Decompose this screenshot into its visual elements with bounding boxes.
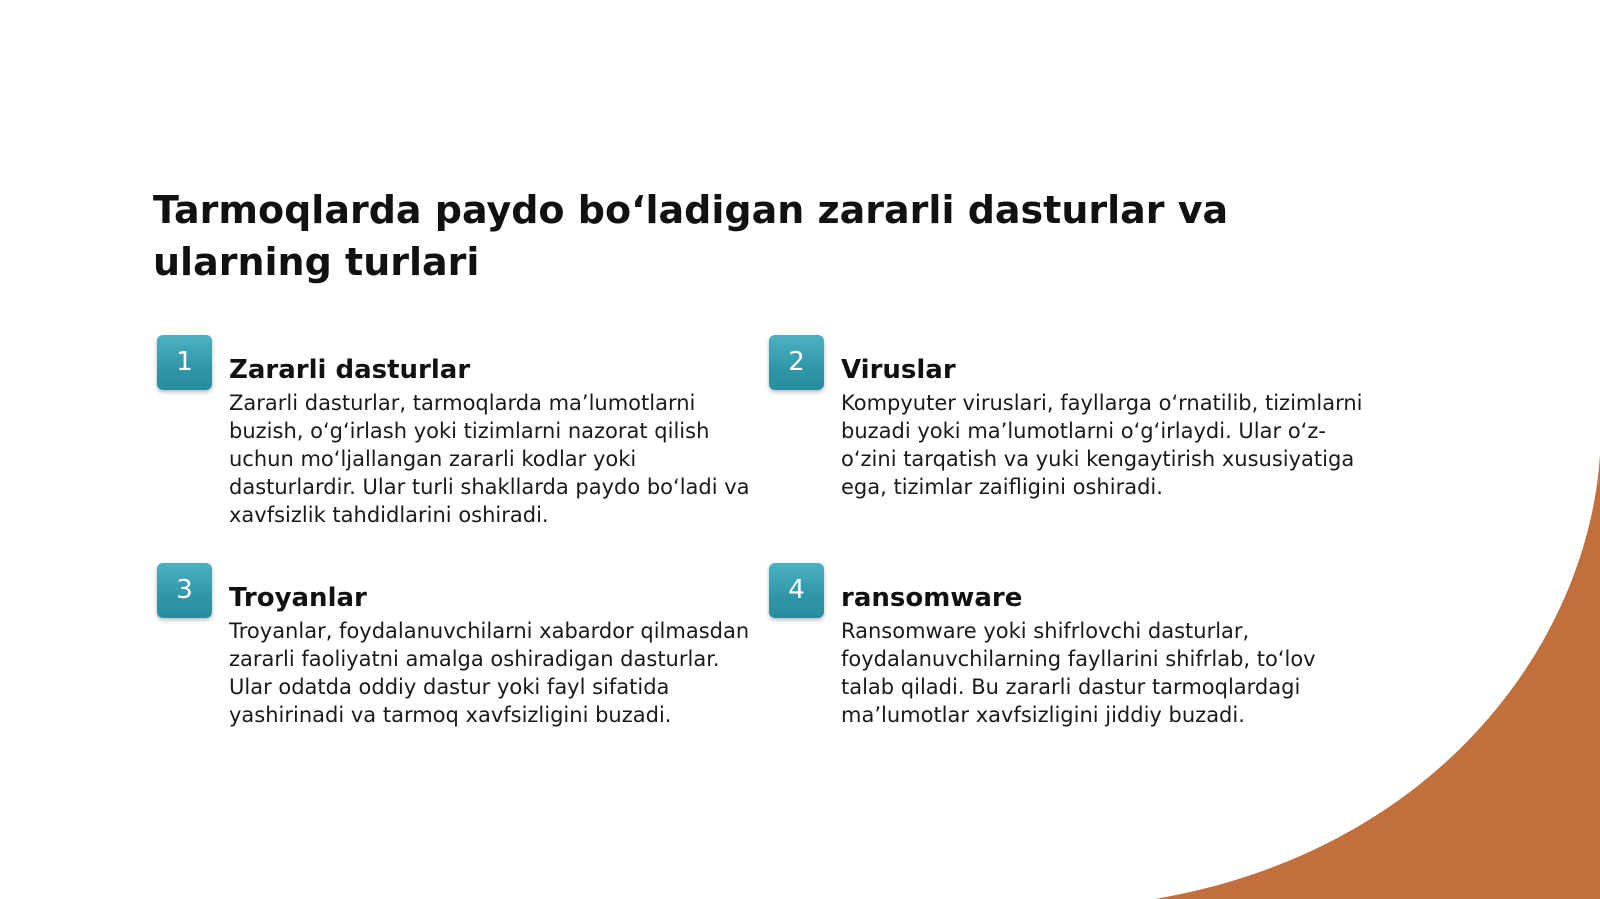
item-title-3: Troyanlar bbox=[229, 583, 367, 613]
number-badge-1: 1 bbox=[157, 335, 212, 390]
item-text-2: Kompyuter viruslari, fayllarga o‘rnatilib, tizimlarni buzadi yoki ma’lumotlarni o‘g‘irlaydi. Ular o‘z-o‘zini tarqatish va yuki kengaytirish xususiyatiga ega, tizimlar zaifligini oshiradi. bbox=[841, 391, 1363, 499]
item-text-1: Zararli dasturlar, tarmoqlarda ma’lumotlarni buzish, o‘g‘irlash yoki tizimlarni nazorat qilish uchun mo‘ljallangan zararli kodlar yoki dasturlardir. Ular turli shakllarda paydo bo‘ladi va xavfsizlik tahdidlarini oshiradi. bbox=[229, 391, 750, 527]
item-title-2: Viruslar bbox=[841, 355, 956, 385]
item-title-4: ransomware bbox=[841, 583, 1023, 613]
number-badge-3: 3 bbox=[157, 563, 212, 618]
item-text-4: Ransomware yoki shifrlovchi dasturlar, foydalanuvchilarning fayllarini shifrlab, to‘lov talab qiladi. Bu zararli dastur tarmoqlardagi ma’lumotlar xavfsizligini jiddiy buzadi. bbox=[841, 619, 1316, 727]
item-text-3: Troyanlar, foydalanuvchilarni xabardor qilmasdan zararli faoliyatni amalga oshiradigan dasturlar. Ular odatda oddiy dastur yoki fayl sifatida yashirinadi va tarmoq xavfsizligini buzadi. bbox=[229, 619, 750, 727]
number-badge-4: 4 bbox=[769, 563, 824, 618]
slide-title: Tarmoqlarda paydo bo‘ladigan zararli dasturlar va ularning turlari bbox=[153, 188, 1229, 284]
number-badge-2: 2 bbox=[769, 335, 824, 390]
item-title-1: Zararli dasturlar bbox=[229, 355, 471, 385]
